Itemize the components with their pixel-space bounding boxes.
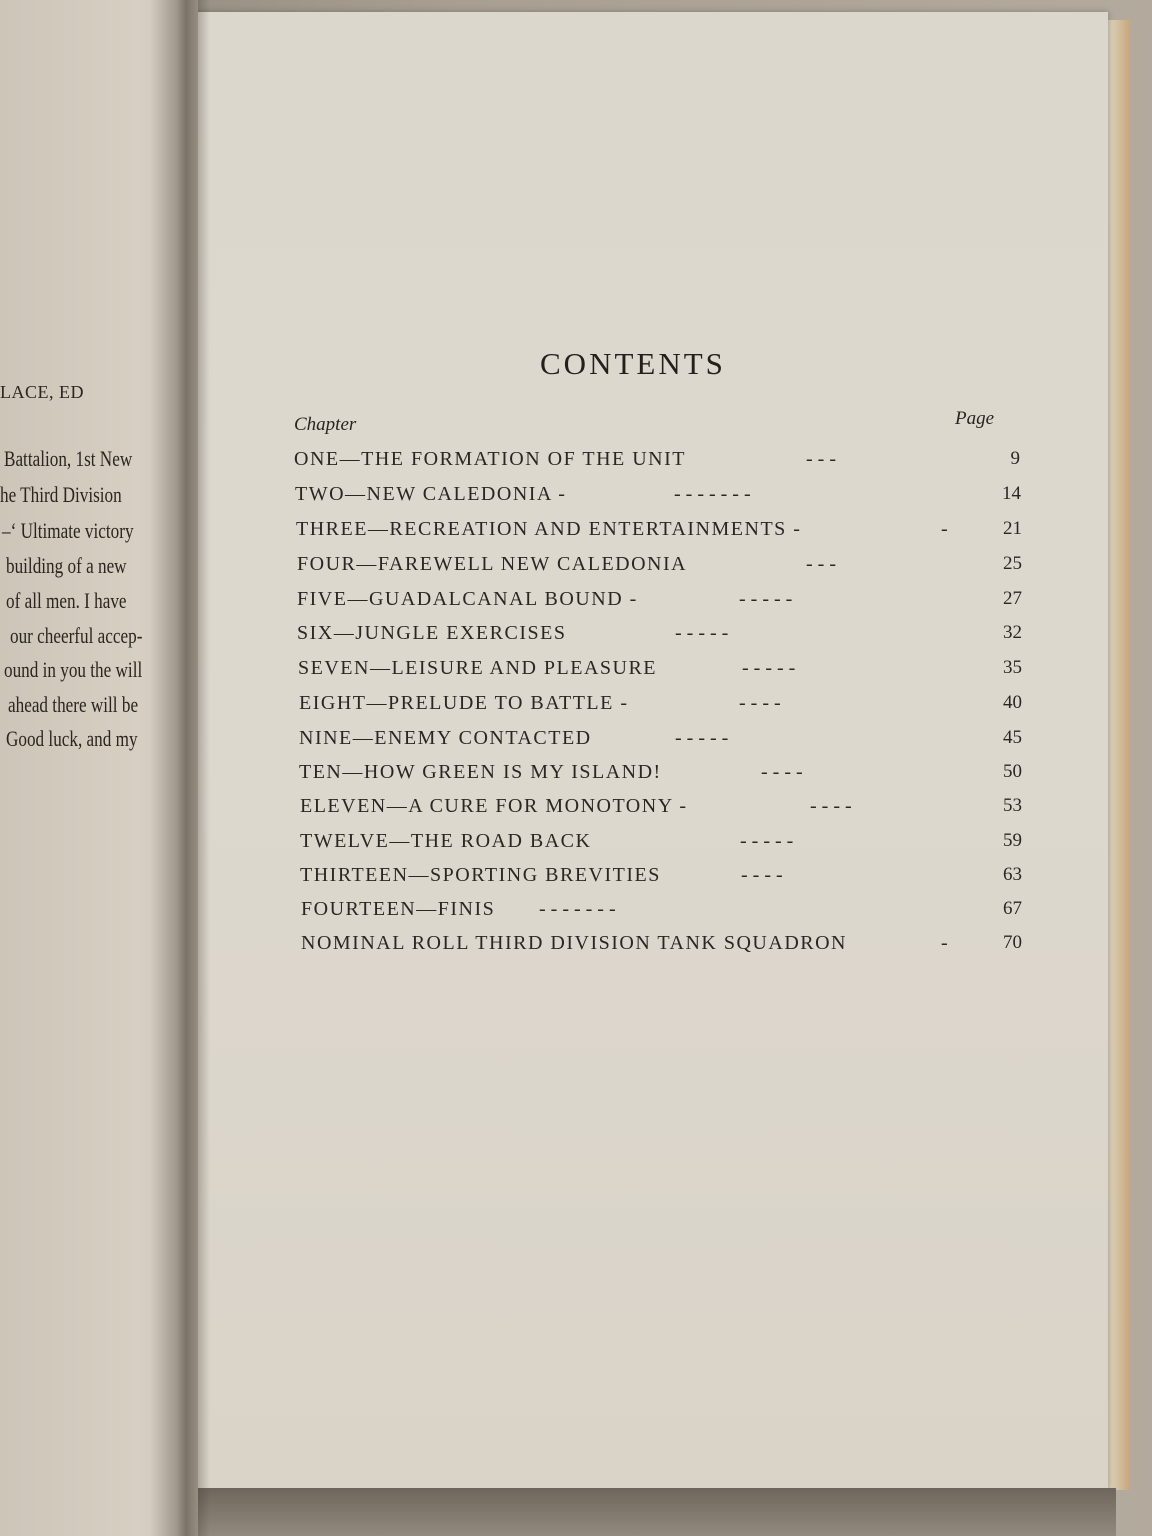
left-line: Battalion, 1st New bbox=[4, 446, 133, 471]
toc-entry bbox=[300, 864, 1020, 894]
toc-entry bbox=[300, 795, 1020, 825]
entry-title: FOUR—FAREWELL NEW CALEDONIA bbox=[297, 553, 688, 575]
left-line: –‘ Ultimate victory bbox=[2, 518, 134, 543]
entry-page: 67 bbox=[1003, 898, 1022, 919]
toc-entry bbox=[300, 830, 1020, 860]
entry-page: 27 bbox=[1003, 588, 1022, 609]
toc-entry bbox=[299, 761, 1022, 791]
entry-leader: - bbox=[941, 932, 948, 954]
book-gutter bbox=[150, 0, 210, 1536]
left-line: building of a new bbox=[6, 553, 127, 578]
left-line: Good luck, and my bbox=[6, 726, 138, 751]
entry-title: FIVE—GUADALCANAL BOUND - bbox=[297, 588, 638, 610]
entry-leader: - - - - bbox=[810, 795, 852, 817]
entry-leader: - - - - bbox=[741, 864, 783, 886]
entry-leader: - - - - - - - bbox=[674, 483, 751, 505]
entry-page: 50 bbox=[1003, 761, 1022, 782]
toc-entry bbox=[298, 657, 1022, 687]
entry-leader: - - - bbox=[806, 448, 836, 470]
entry-title: ELEVEN—A CURE FOR MONOTONY - bbox=[300, 795, 688, 817]
entry-page: 32 bbox=[1003, 622, 1022, 643]
contents-title: CONTENTS bbox=[540, 346, 726, 381]
toc-entry bbox=[297, 553, 1022, 583]
entry-page: 59 bbox=[1003, 830, 1022, 851]
left-line: our cheerful accep- bbox=[10, 623, 143, 648]
entry-title: SIX—JUNGLE EXERCISES bbox=[297, 622, 567, 644]
entry-page: 40 bbox=[1003, 692, 1022, 713]
entry-page: 9 bbox=[1010, 448, 1020, 469]
entry-title: TWO—NEW CALEDONIA - bbox=[295, 483, 567, 505]
toc-entry bbox=[299, 692, 1022, 722]
entry-title: NINE—ENEMY CONTACTED bbox=[299, 727, 592, 749]
entry-leader: - bbox=[941, 518, 948, 540]
entry-title: FOURTEEN—FINIS bbox=[301, 898, 496, 920]
entry-page: 63 bbox=[1003, 864, 1022, 885]
toc-entry bbox=[297, 622, 1022, 652]
entry-title: EIGHT—PRELUDE TO BATTLE - bbox=[299, 692, 629, 714]
entry-leader: - - - bbox=[806, 553, 836, 575]
left-line: LACE, ED bbox=[0, 382, 84, 402]
entry-title: NOMINAL ROLL THIRD DIVISION TANK SQUADRON bbox=[301, 932, 847, 954]
entry-leader: - - - - bbox=[739, 692, 781, 714]
entry-page: 25 bbox=[1003, 553, 1022, 574]
book-bottom-edge bbox=[186, 1488, 1116, 1536]
toc-entry bbox=[296, 518, 1022, 548]
toc-entry bbox=[295, 483, 1021, 513]
entry-page: 70 bbox=[1003, 932, 1022, 953]
toc-entry bbox=[294, 448, 1020, 478]
left-line: ahead there will be bbox=[8, 692, 139, 717]
toc-entry bbox=[301, 932, 1021, 962]
left-line: he Third Division bbox=[0, 482, 122, 507]
entry-title: TWELVE—THE ROAD BACK bbox=[300, 830, 592, 852]
entry-title: THREE—RECREATION AND ENTERTAINMENTS - bbox=[296, 518, 802, 540]
toc-entry bbox=[297, 588, 1022, 618]
chapter-header: Chapter bbox=[294, 414, 357, 435]
toc-entry bbox=[299, 727, 1022, 757]
entry-page: 14 bbox=[1002, 483, 1021, 504]
entry-leader: - - - - - bbox=[740, 830, 794, 852]
left-page-text bbox=[0, 0, 160, 800]
entry-title: SEVEN—LEISURE AND PLEASURE bbox=[298, 657, 658, 679]
left-line: ound in you the will bbox=[4, 657, 143, 682]
entry-leader: - - - - bbox=[761, 761, 803, 783]
entry-title: TEN—HOW GREEN IS MY ISLAND! bbox=[299, 761, 662, 783]
entry-title: THIRTEEN—SPORTING BREVITIES bbox=[300, 864, 661, 886]
entry-leader: - - - - - bbox=[739, 588, 793, 610]
entry-leader: - - - - - - - bbox=[539, 898, 616, 920]
left-line: of all men. I have bbox=[6, 588, 127, 613]
entry-title: ONE—THE FORMATION OF THE UNIT bbox=[294, 448, 687, 470]
entry-page: 35 bbox=[1003, 657, 1022, 678]
entry-page: 21 bbox=[1003, 518, 1022, 539]
entry-leader: - - - - - bbox=[742, 657, 796, 679]
entry-leader: - - - - - bbox=[675, 622, 729, 644]
entry-leader: - - - - - bbox=[675, 727, 729, 749]
entry-page: 53 bbox=[1003, 795, 1022, 816]
toc-entry bbox=[301, 898, 1021, 928]
page-header: Page bbox=[955, 408, 995, 429]
entry-page: 45 bbox=[1003, 727, 1022, 748]
